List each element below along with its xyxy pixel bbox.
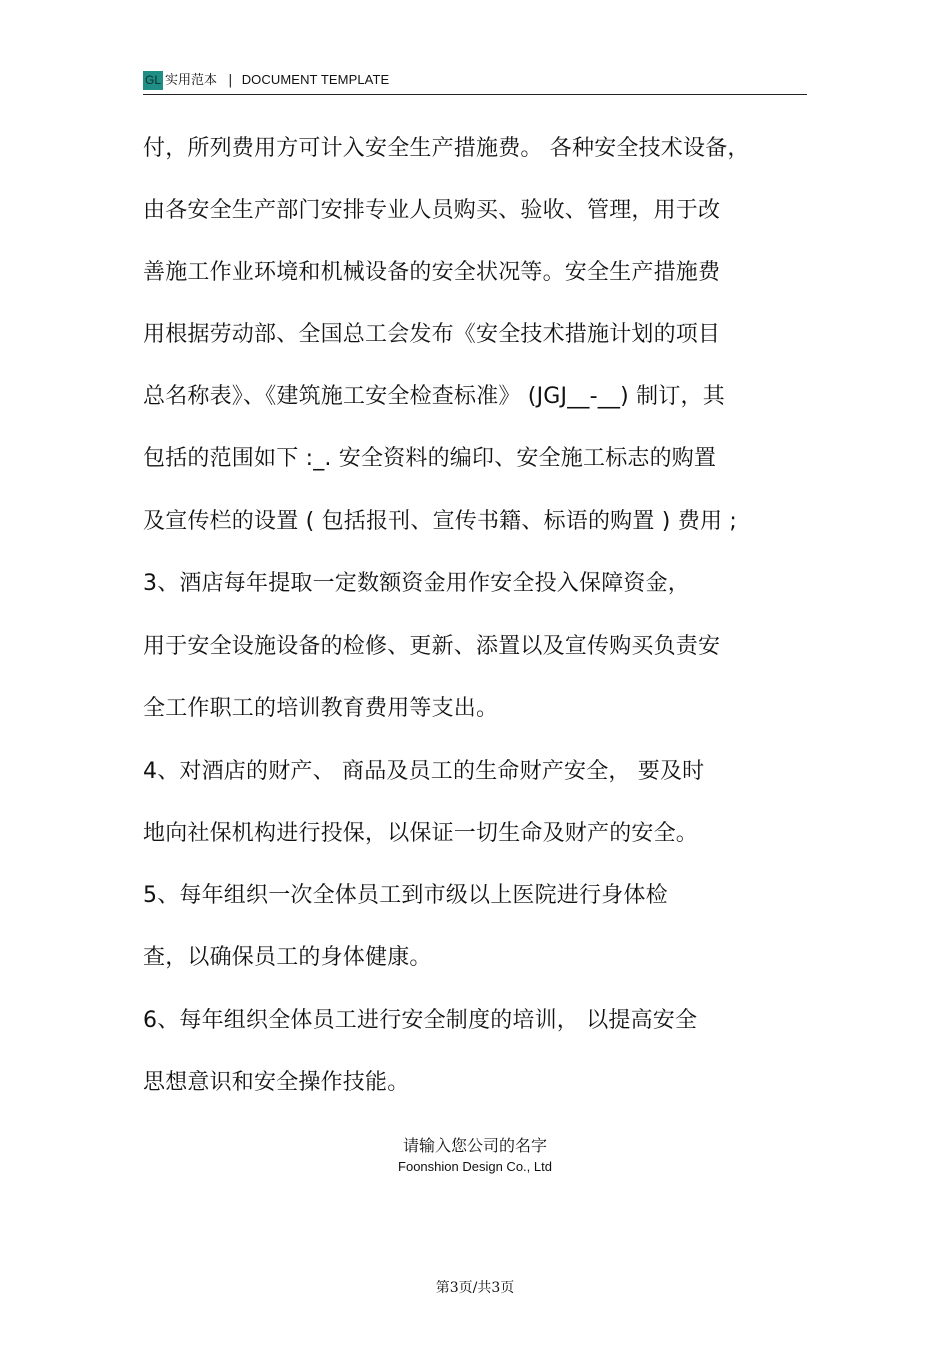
body-line-14: 查，以确保员工的身体健康。 xyxy=(143,945,432,970)
company-footer xyxy=(0,1135,950,1177)
document-header xyxy=(143,70,807,95)
body-line-11: 4、对酒店的财产、 商品及员工的生命财产安全， 要及时 xyxy=(143,759,705,784)
body-line-13: 5、每年组织一次全体员工到市级以上医院进行身体检 xyxy=(143,883,668,908)
body-line-4: 用根据劳动部、全国总工会发布《安全技术措施计划的项目 xyxy=(143,322,721,347)
header-title-cn: 实用范本 xyxy=(165,73,218,88)
header-title xyxy=(165,70,389,91)
body-line-10: 全工作职工的培训教育费用等支出。 xyxy=(143,696,499,721)
body-line-2: 由各安全生产部门安排专业人员购买、验收、管理，用于改 xyxy=(143,198,721,223)
gl-logo xyxy=(143,71,163,90)
company-name-en: Foonshion Design Co., Ltd xyxy=(398,1159,552,1174)
body-line-8: 3、酒店每年提取一定数额资金用作安全投入保障资金， xyxy=(143,571,690,596)
gl-logo-text: GL xyxy=(144,73,161,87)
body-line-3: 善施工作业环境和机械设备的安全状况等。安全生产措施费 xyxy=(143,260,721,285)
body-line-7: 及宣传栏的设置 ( 包括报刊、宣传书籍、标语的购置 ) 费用 ; xyxy=(143,509,737,534)
body-line-5: 总名称表》、《建筑施工安全检查标准》 (JGJ__-__) 制订，其 xyxy=(143,384,725,409)
body-line-6: 包括的范围如下 :_. 安全资料的编印、安全施工标志的购置 xyxy=(143,446,717,471)
body-line-9: 用于安全设施设备的检修、更新、添置以及宣传购买负责安 xyxy=(143,634,721,659)
body-line-12: 地向社保机构进行投保，以保证一切生命及财产的安全。 xyxy=(143,821,699,846)
body-line-15: 6、每年组织全体员工进行安全制度的培训， 以提高安全 xyxy=(143,1008,698,1033)
header-title-en: DOCUMENT TEMPLATE xyxy=(241,72,390,87)
header-separator: | xyxy=(228,73,233,88)
page-number: 第3页/共3页 xyxy=(435,1280,515,1296)
company-name-cn: 请输入您公司的名字 xyxy=(402,1136,547,1155)
body-line-1: 付，所列费用方可计入安全生产措施费。 各种安全技术设备， xyxy=(143,136,750,161)
body-line-16: 思想意识和安全操作技能。 xyxy=(143,1070,410,1095)
